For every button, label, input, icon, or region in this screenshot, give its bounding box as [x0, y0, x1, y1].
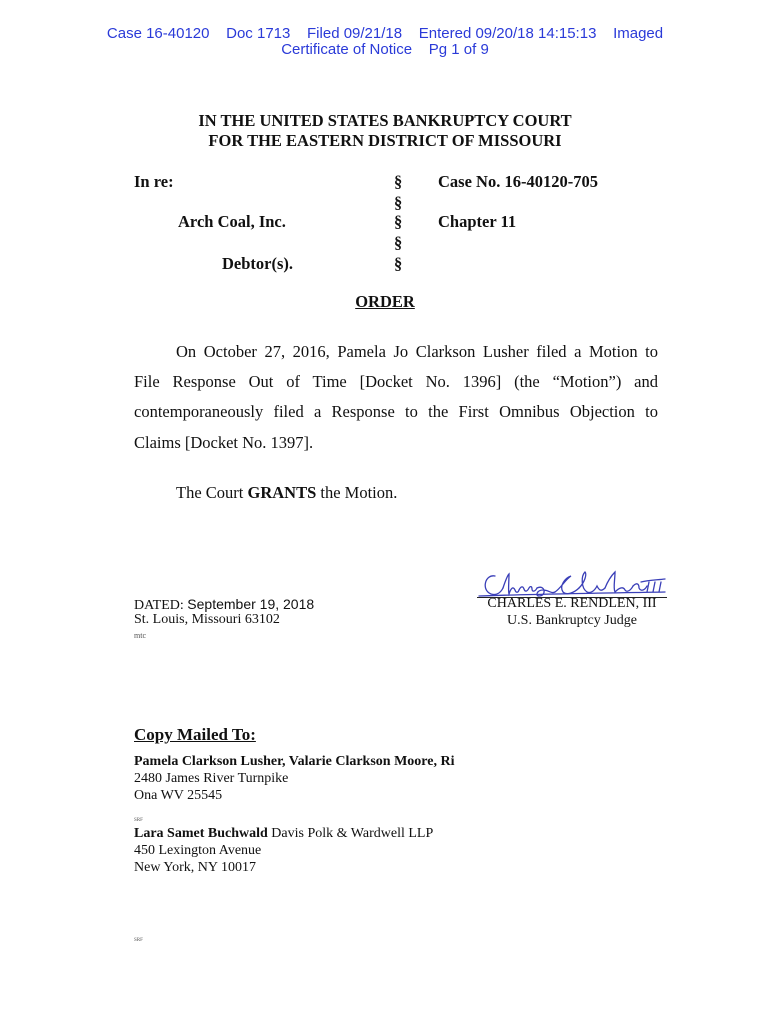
- filing-stamp-line-2: Certificate of Notice Pg 1 of 9: [281, 41, 489, 58]
- grant-sentence: [176, 483, 397, 503]
- order-paragraph-line: On October 27, 2016, Pamela Jo Clarkson Lusher filed a Motion to: [176, 342, 658, 361]
- debtor-name: Arch Coal, Inc.: [178, 212, 286, 231]
- in-re-label: In re:: [134, 172, 174, 191]
- court-title-line-2: FOR THE EASTERN DISTRICT OF MISSOURI: [208, 131, 562, 150]
- judge-title: U.S. Bankruptcy Judge: [507, 613, 637, 628]
- recipient-2-name: Lara Samet Buchwald: [134, 826, 268, 841]
- recipient-2-line: [134, 826, 433, 842]
- service-mark: SRF: [134, 818, 143, 823]
- judge-name: CHARLES E. RENDLEN, III: [487, 596, 657, 611]
- recipient-2-address-2: New York, NY 10017: [134, 860, 256, 875]
- debtor-label: Debtor(s).: [222, 254, 294, 273]
- recipient-2-address-1: 450 Lexington Avenue: [134, 843, 262, 858]
- order-paragraph-line: contemporaneously filed a Response to the First Omnibus Objection to: [134, 402, 658, 421]
- chapter-label: Chapter 11: [438, 212, 517, 231]
- order-paragraph-last-line: Claims [Docket No. 1397].: [134, 433, 314, 452]
- dated-place: St. Louis, Missouri 63102: [134, 612, 280, 627]
- grant-prefix: The Court: [176, 483, 248, 502]
- grant-suffix: the Motion.: [316, 483, 398, 502]
- dated-date: September 19, 2018: [187, 596, 315, 612]
- recipient-2-firm: Davis Polk & Wardwell LLP: [267, 826, 434, 841]
- service-mark: SRF: [134, 938, 143, 943]
- case-number: Case No. 16-40120-705: [438, 172, 598, 191]
- section-symbol: §: [394, 254, 403, 273]
- recipient-1-address-2: Ona WV 25545: [134, 788, 223, 803]
- recipient-1-address-1: 2480 James River Turnpike: [134, 771, 289, 786]
- section-symbol: §: [394, 233, 403, 252]
- section-symbol: §: [394, 193, 403, 212]
- clerk-initials: mtc: [134, 631, 146, 640]
- filing-stamp-line-1: Case 16-40120 Doc 1713 Filed 09/21/18 Entered 09/20/18 14:15:13 Imaged: [106, 25, 664, 42]
- dated-label: DATED:: [134, 598, 184, 613]
- order-title: ORDER: [355, 292, 415, 311]
- section-symbol: §: [394, 172, 403, 191]
- mailing-heading: Copy Mailed To:: [134, 725, 256, 744]
- order-paragraph-line: File Response Out of Time [Docket No. 1396] (the “Motion”) and: [134, 372, 658, 391]
- grant-verb: GRANTS: [247, 483, 317, 502]
- recipient-1-name: Pamela Clarkson Lusher, Valarie Clarkson Moore, Ri: [134, 754, 455, 769]
- section-symbol: §: [394, 212, 403, 231]
- court-title-line-1: IN THE UNITED STATES BANKRUPTCY COURT: [198, 111, 572, 130]
